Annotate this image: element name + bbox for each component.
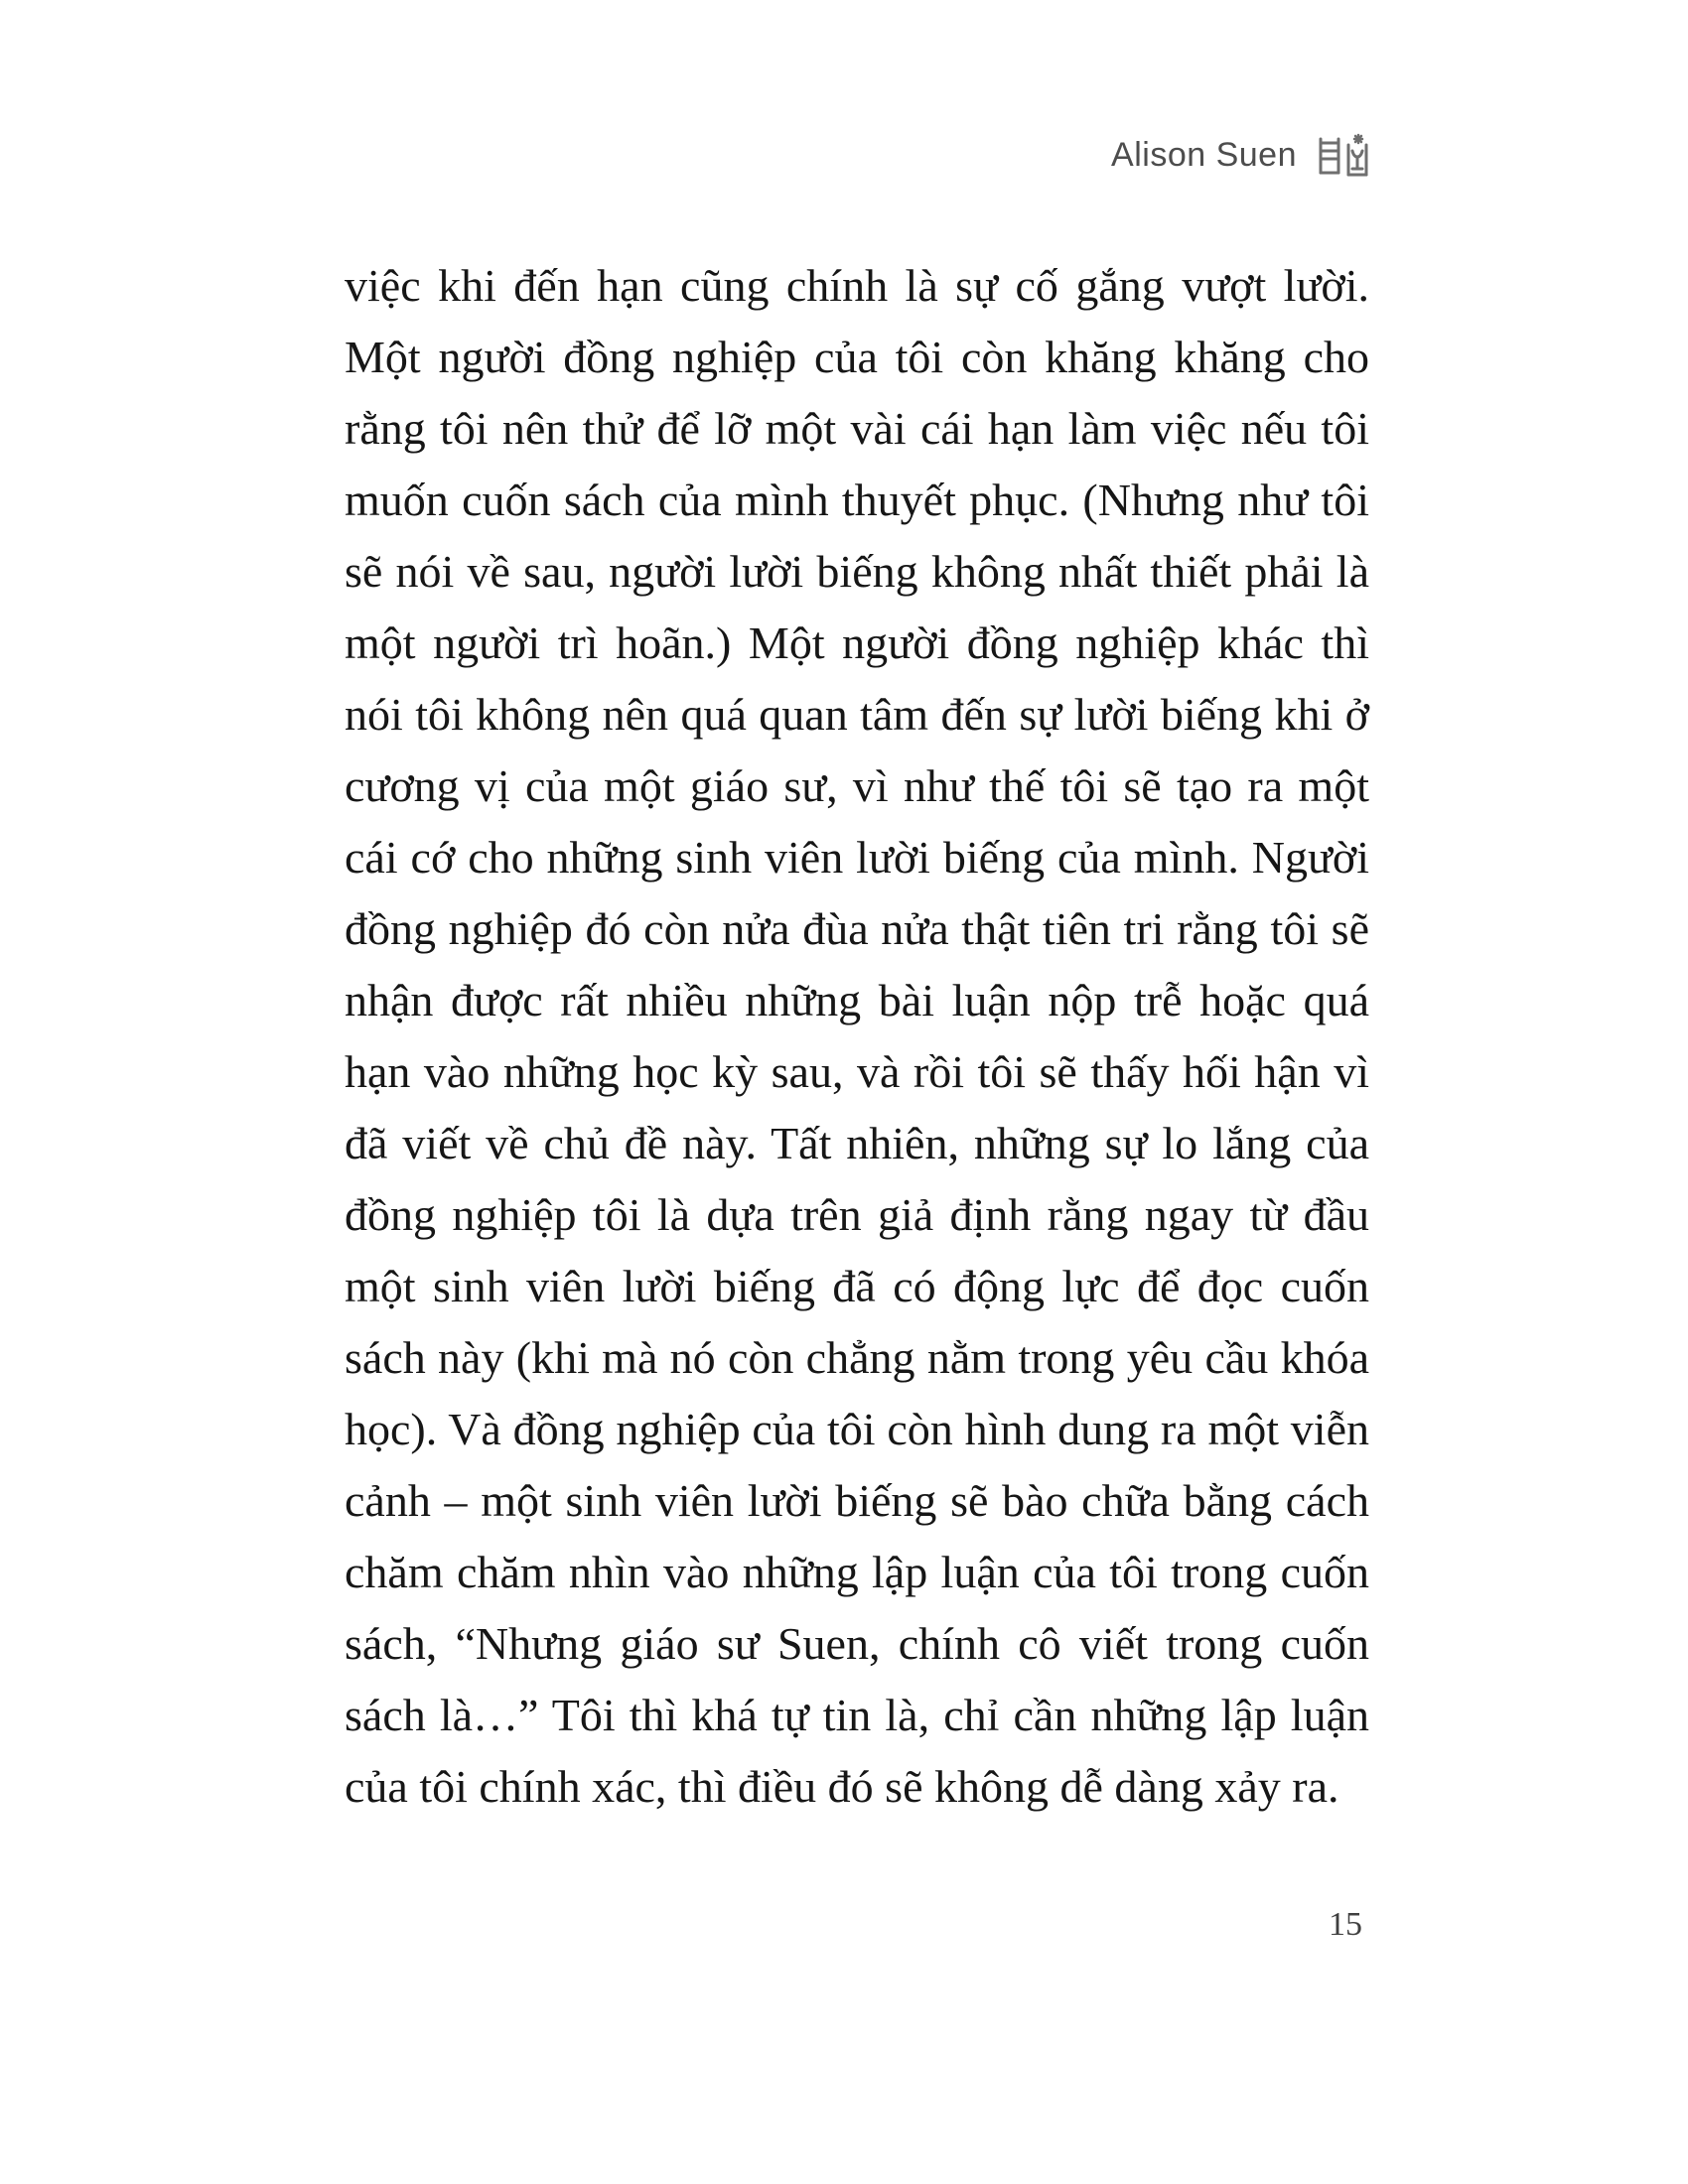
page-number: 15 [1329,1906,1362,1943]
page-paragraph: việc khi đến hạn cũng chính là sự cố gắng vượt lười. Một người đồng nghiệp của tôi còn khăng khăng cho rằng tôi nên thử để lỡ một vài cái hạn làm việc nếu tôi muốn cuốn sách của mình thuyết phục. (Nhưng như tôi sẽ nói về sau, người lười biếng không nhất thiết phải là một người trì hoãn.) Một người đồng nghiệp khác thì nói tôi không nên quá quan tâm đến sự lười biếng khi ở cương vị của một giáo sư, vì như thế tôi sẽ tạo ra một cái cớ cho những sinh viên lười biếng của mình. Người đồng nghiệp đó còn nửa đùa nửa thật tiên tri rằng tôi sẽ nhận được rất nhiều những bài luận nộp trễ hoặc quá hạn vào những học kỳ sau, và rồi tôi sẽ thấy hối hận vì đã viết về chủ đề này. Tất nhiên, những sự lo lắng của đồng nghiệp tôi là dựa trên giả định rằng ngay từ đầu một sinh viên lười biếng đã có động lực để đọc cuốn sách này (khi mà nó còn chẳng nằm trong yêu cầu khóa học). Và đồng nghiệp của tôi còn hình dung ra một viễn cảnh – một sinh viên lười biếng sẽ bào chữa bằng cách chăm chăm nhìn vào những lập luận của tôi trong cuốn sách, “Nhưng giáo sư Suen, chính cô viết trong cuốn sách là…” Tôi thì khá tự tin là, chỉ cần những lập luận của tôi chính xác, thì điều đó sẽ không dễ dàng xảy ra. [345,260,1369,1812]
running-header [1111,129,1372,181]
publisher-logo-icon [1315,129,1372,181]
running-header-author: Alison Suen [1111,136,1297,174]
